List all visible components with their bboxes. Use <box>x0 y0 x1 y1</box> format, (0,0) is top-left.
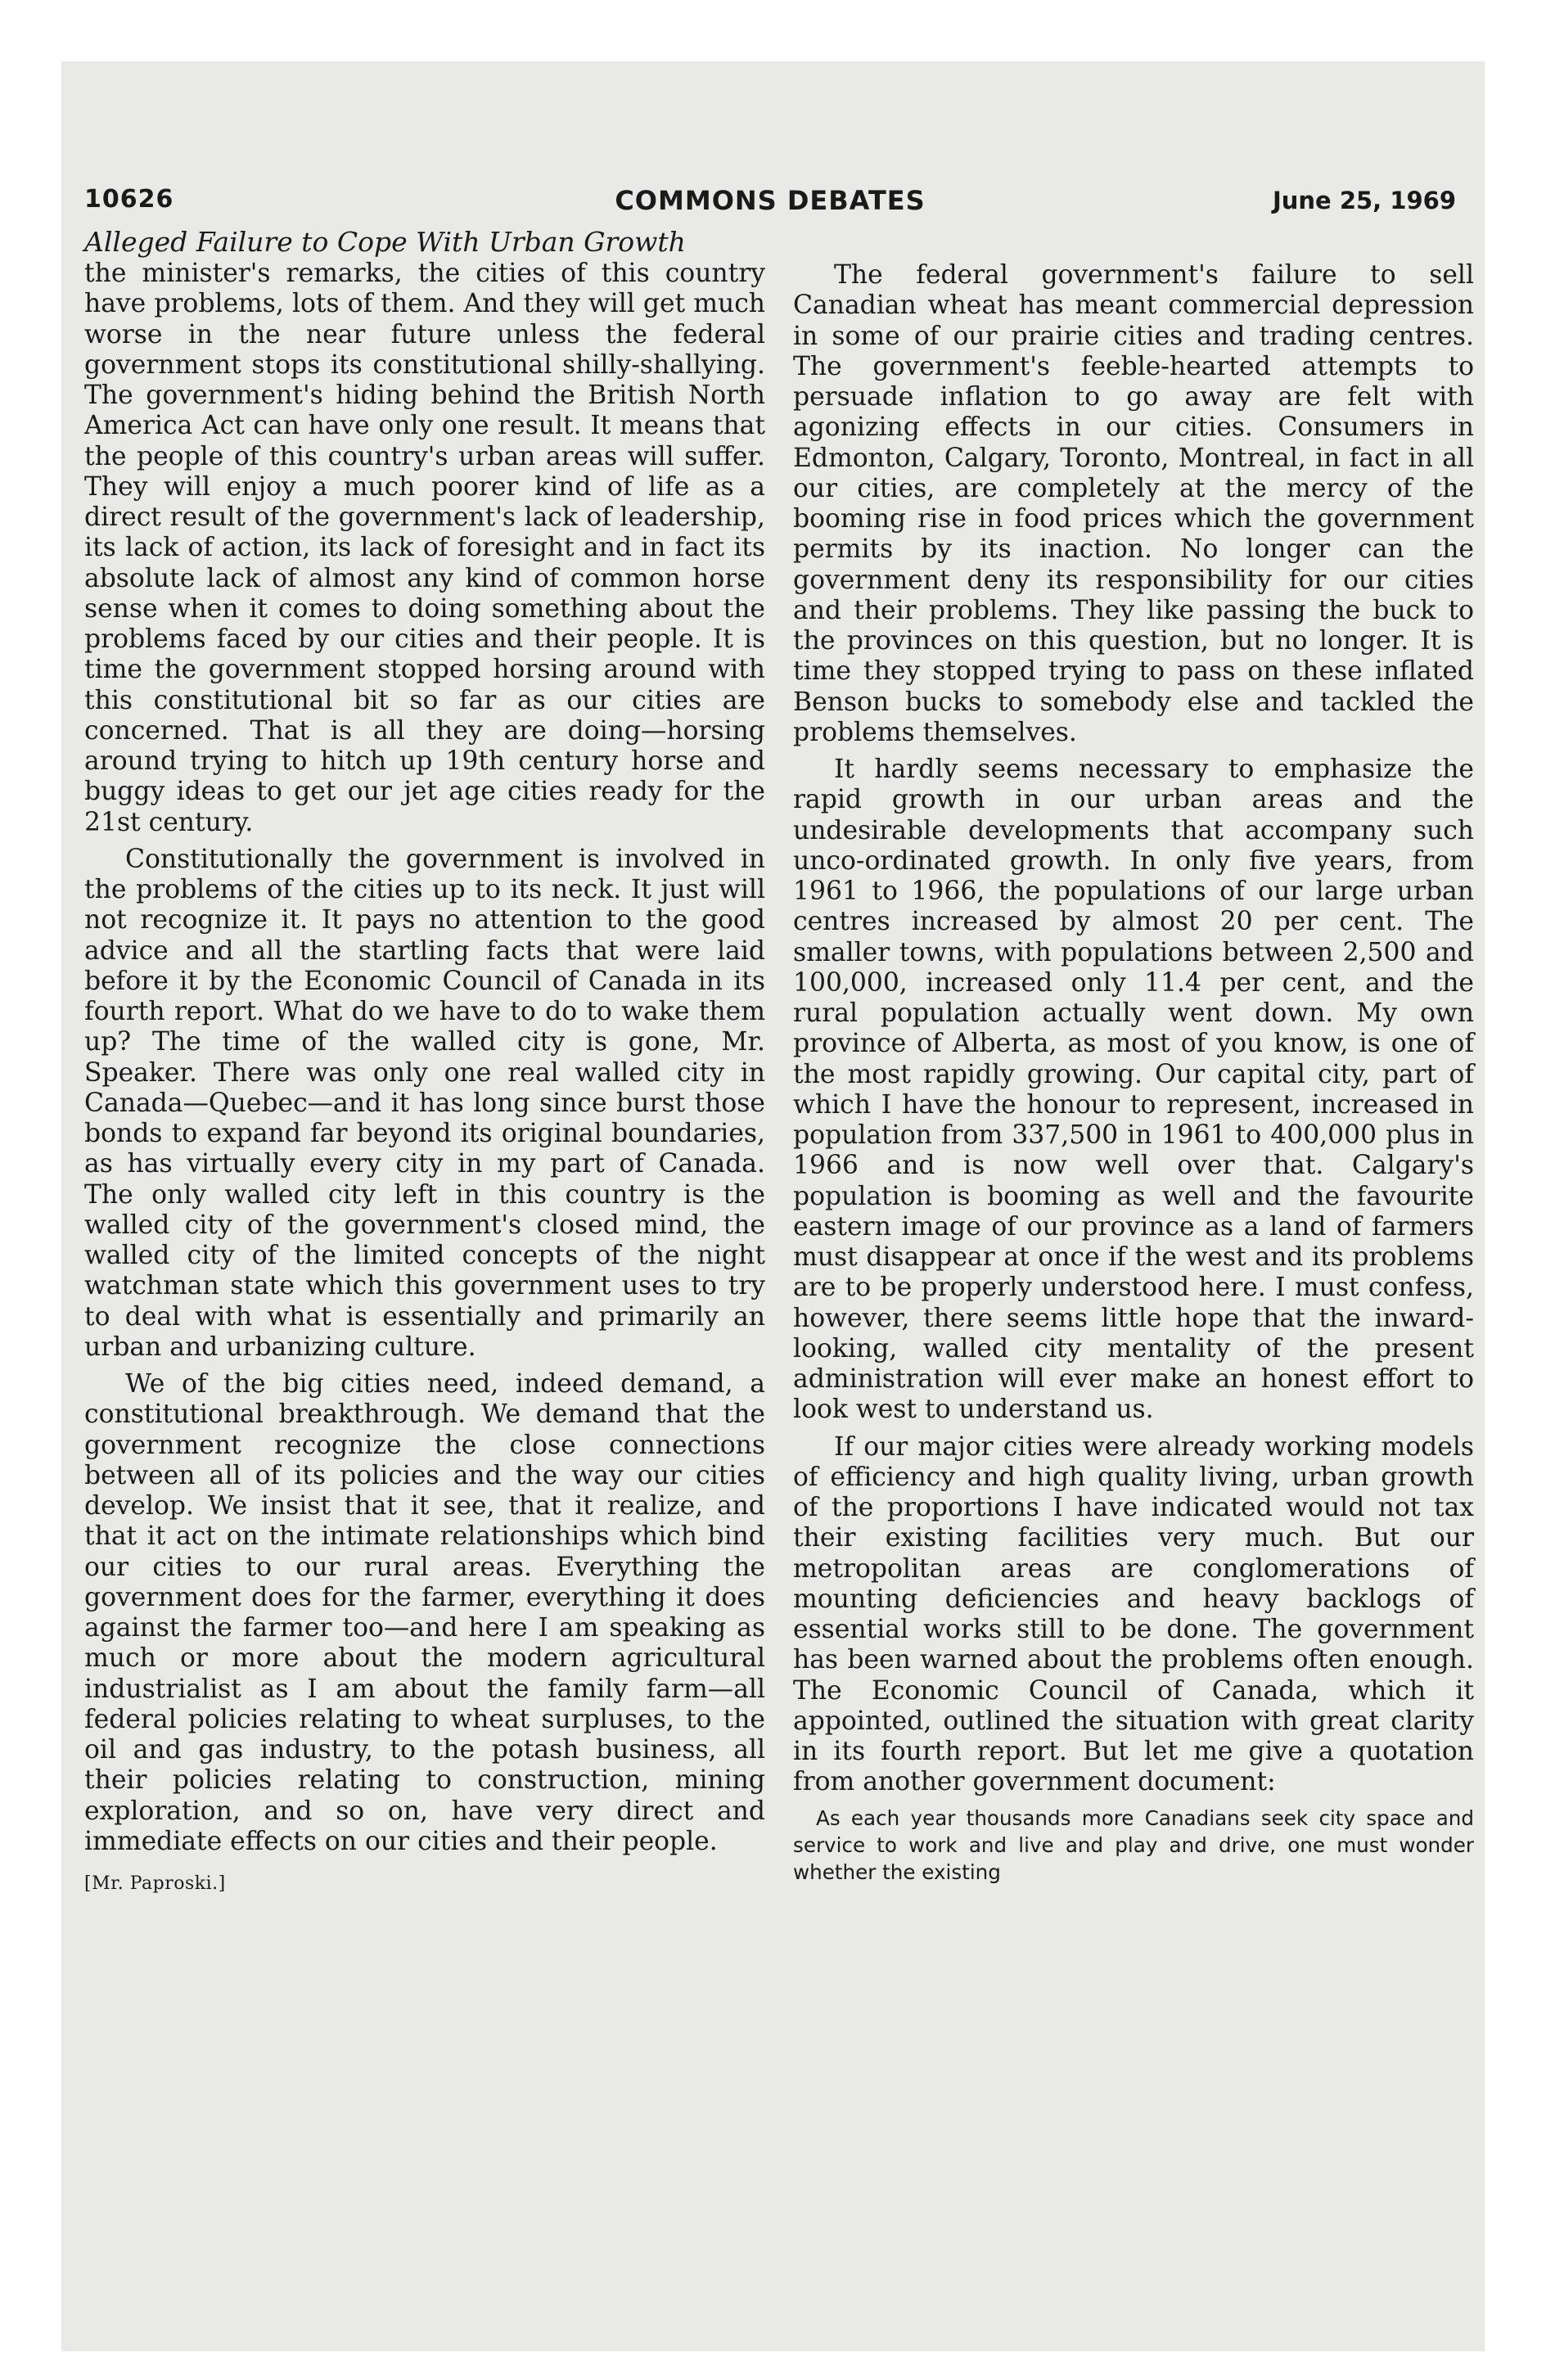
left-column <box>84 228 765 1899</box>
paragraph: It hardly seems necessary to emphasize the rapid growth in our urban areas and the undesirable developments that accompany such unco-ordinated growth. In only five years, from 1961 to 1966, the populations of our large urban centres increased by almost 20 per cent. The smaller towns, with populations between 2,500 and 100,000, increased only 11.4 per cent, and the rural population actually went down. My own province of Alberta, as most of you know, is one of the most rapidly growing. Our capital city, part of which I have the honour to represent, increased in population from 337,500 in 1961 to 400,000 plus in 1966 and is now well over that. Calgary's population is booming as well and the favourite eastern image of our province as a land of farmers must disappear at once if the west and its problems are to be properly understood here. I must confess, however, there seems little hope that the inward-looking, walled city mentality of the present administration will ever make an honest effort to look west to understand us. <box>793 755 1474 1425</box>
subject-heading: Alleged Failure to Cope With Urban Growth <box>84 226 686 258</box>
paragraph: the minister's remarks, the cities of this country have problems, lots of them. And they will get much worse in the near future unless the federal government stops its constitutional shilly-shallying. The government's hiding behind the British North America Act can have only one result. It means that the people of this country's urban areas will suffer. They will enjoy a much poorer kind of life as a direct result of the government's lack of leadership, its lack of action, its lack of foresight and in fact its absolute lack of almost any kind of common horse sense when it comes to doing something about the problems faced by our cities and their people. It is time the government stopped horsing around with this constitutional bit so far as our cities are concerned. That is all they are doing—horsing around trying to hitch up 19th century horse and buggy ideas to get our jet age cities ready for the 21st century. <box>84 259 765 837</box>
paragraph: Constitutionally the government is involved in the problems of the cities up to its neck. It just will not recognize it. It pays no attention to the good advice and all the startling facts that were laid before it by the Economic Council of Canada in its fourth report. What do we have to do to wake them up? The time of the walled city is gone, Mr. Speaker. There was only one real walled city in Canada—Quebec—and it has long since burst those bonds to expand far beyond its original boundaries, as has virtually every city in my part of Canada. The only walled city left in this country is the walled city of the government's closed mind, the walled city of the limited concepts of the night watchman state which this government uses to try to deal with what is essentially and primarily an urban and urbanizing culture. <box>84 844 765 1362</box>
paragraph: If our major cities were already working models of efficiency and high quality living, urban growth of the proportions I have indicated would not tax their existing facilities very much. But our metropolitan areas are conglomerations of mounting deficiencies and heavy backlogs of essential works still to be done. The government has been warned about the problems often enough. The Economic Council of Canada, which it appointed, outlined the situation with great clarity in its fourth report. But let me give a quotation from another government document: <box>793 1431 1474 1797</box>
paragraph: The federal government's failure to sell Canadian wheat has meant commercial depression in some of our prairie cities and trading centres. The government's feeble-hearted attempts to persuade inflation to go away are felt with agonizing effects in our cities. Consumers in Edmonton, Calgary, Toronto, Montreal, in fact in all our cities, are completely at the mercy of the booming rise in food prices which the government permits by its inaction. No longer can the government deny its responsibility for our cities and their problems. They like passing the buck to the provinces on this question, but no longer. It is time they stopped trying to pass on these inflated Benson bucks to somebody else and tackled the problems themselves. <box>793 260 1474 747</box>
paragraph: We of the big cities need, indeed demand, a constitutional breakthrough. We demand that the government recognize the close connections between all of its policies and the way our cities develop. We insist that it see, that it realize, and that it act on the intimate relationships which bind our cities to our rural areas. Everything the government does for the farmer, everything it does against the farmer too—and here I am speaking as much or more about the modern agricultural industrialist as I am about the family farm—all federal policies relating to wheat surpluses, to the oil and gas industry, to the potash business, all their policies relating to construction, mining exploration, and so on, have very direct and immediate effects on our cities and their people. <box>84 1369 765 1856</box>
speaker-note: [Mr. Paproski.] <box>84 1873 226 1894</box>
journal-title: COMMONS DEBATES <box>615 185 926 216</box>
right-column <box>793 260 1474 1905</box>
page-number: 10626 <box>84 185 174 214</box>
header-date: June 25, 1969 <box>1272 187 1456 214</box>
page-header <box>84 185 1456 226</box>
block-quotation: As each year thousands more Canadians seek city space and service to work and live and play and drive, one must wonder whether the existing <box>793 1805 1474 1884</box>
